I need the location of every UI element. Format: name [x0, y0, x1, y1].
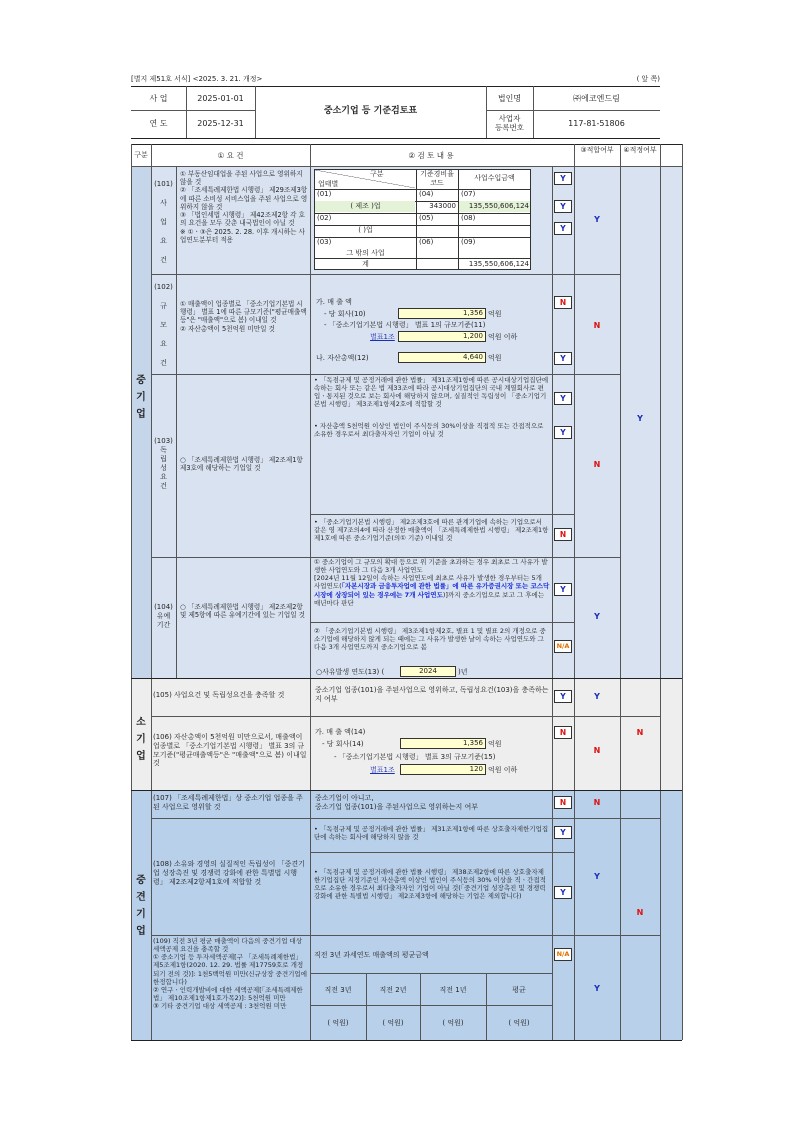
r104-year-label: ○사유발생 연도(13) (: [316, 668, 385, 676]
mark-103-1[interactable]: Y: [554, 392, 572, 405]
r103-text2: • 자산총액 5천억원 이상인 법인이 주식등의 30%이상을 직접적 또는 간접적으로 소유한 경우로서 최다출자자인 기업이 아닐 것: [314, 422, 544, 439]
row101-requirement: ① 부동산임대업을 주된 사업으로 영위하지 않을 것 ② 「조세특례제한법 시행령」 제29조제3항에 따른 소비성 서비스업을 주된 사업으로 영위하지 않을 것 ③ 「법인세법 시행령」 제42조제2항 각 호의 요건을 모두 갖춘 내국법인이 아닐 것 ※ ①ㆍ③은 2025. 2. 28. 이후 개시하는 사업연도분부터 적용: [180, 170, 308, 244]
group-small: 소 기 업: [136, 717, 146, 762]
row107-requirement: (107) 「조세특례제한법」상 중소기업 업종을 주된 사업으로 영위할 것: [153, 794, 303, 811]
r109-col-3: 직전 1년: [439, 986, 467, 994]
r109-col-2: 직전 2년: [379, 986, 407, 994]
group-mid: 중 견 기 업: [136, 875, 146, 937]
r102-unit: 억원: [488, 310, 502, 318]
r108-text2: • 「독점규제 및 공정거래에 관한 법률 시행령」 제38조제2항에 따른 상호출자제한기업집단 지정기준인 자산총액 이상인 법인이 주식등의 30% 이상을 직ㆍ간접적으로 소유한 경우로서 최다출자자인 기업이 아닐 것(「중견기업 성장촉진 및 경쟁력 강화에 관한 특별법 시행령」 제2조제3항에 해당하는 기업은 제외합니다): [314, 868, 546, 901]
r107-text: 중소기업이 아니고, 중소기업 업종(101)을 주된사업으로 영위하는지 여부: [315, 794, 478, 811]
r106-sales-label: 가. 매 출 액(14): [315, 728, 366, 736]
r3-name: 그 밖의 사업: [346, 249, 385, 257]
mark-109[interactable]: N/A: [554, 948, 572, 961]
r102-std-link[interactable]: 별표1조: [370, 333, 395, 341]
r109-cell-4: ( 억원): [508, 1019, 530, 1027]
proper-small: N: [636, 728, 644, 737]
mark-104-2[interactable]: N/A: [554, 640, 572, 653]
r109-col-1: 직전 3년: [324, 986, 352, 994]
total-amount: 135,550,606,124: [468, 260, 529, 268]
r102-std-label: - 「중소기업기본법 시행령」 별표 1의 규모기준(11): [324, 321, 486, 329]
r102-asset-unit: 억원: [488, 354, 502, 362]
proper-mid: N: [636, 908, 644, 917]
r106-std-value: 120: [469, 765, 483, 773]
r104-year-value: 2024: [419, 667, 437, 675]
r106-std-unit: 억원 이하: [488, 766, 518, 774]
row101-code: (101) 사 업 요 건: [154, 180, 173, 264]
r109-text: 직전 3년 과세연도 매출액의 평균금액: [314, 951, 429, 959]
mark-104-1[interactable]: Y: [554, 583, 572, 596]
r106-std-link[interactable]: 별표1조: [370, 766, 395, 774]
col-requirement: ① 요 건: [217, 151, 244, 160]
head-income: 사업수입금액: [474, 174, 515, 182]
r2-b: (05): [419, 214, 434, 222]
page-side: ( 앞 쪽): [636, 75, 660, 83]
r106-own-value: 1,356: [462, 739, 483, 747]
r106-own-label: - 당 회사(14): [322, 740, 364, 748]
mark-101-3[interactable]: Y: [554, 222, 572, 235]
r3-b: (06): [419, 238, 434, 246]
mark-106[interactable]: N: [554, 726, 572, 739]
r3-a: (03): [317, 238, 332, 246]
row102-requirement: ① 매출액이 업종별로 「중소기업기본법 시행령」 별표 1에 따른 규모기준("평균매출액등"은 "매출액"으로 봄) 이내일 것 ② 자산총액이 5천억원 미만일 것: [180, 300, 307, 333]
r1-a: (01): [317, 190, 332, 198]
fit-103: N: [593, 460, 601, 469]
r102-own-label: - 당 회사(10): [324, 310, 366, 318]
col-proper: ④적정여부: [623, 146, 657, 154]
r109-cell-1: ( 억원): [327, 1019, 349, 1027]
fit-102: N: [593, 321, 601, 330]
group-sme: 중 기 업: [136, 375, 146, 420]
r102-std-unit: 억원 이하: [488, 333, 518, 341]
mark-102-sales[interactable]: N: [554, 296, 572, 309]
mark-105[interactable]: Y: [554, 690, 572, 703]
col-category: 구분: [134, 151, 148, 159]
r2-a: (02): [317, 214, 332, 222]
fit-101: Y: [594, 215, 600, 224]
r2-name: ( )업: [358, 226, 373, 234]
row104-requirement: ○ 「조세특례제한법 시행령」 제2조제2항 및 제5항에 따른 유예기간에 있는 기업일 것: [180, 603, 306, 620]
end-date: 2025-12-31: [197, 119, 244, 128]
fit-104: Y: [594, 612, 600, 621]
row106-requirement: (106) 자산총액이 5천억원 미만으로서, 매출액이 업종별로 「중소기업기본법 시행령」 별표 3의 규모기준("평균매출액등"은 "매출액"으로 봄) 이내일 것: [153, 733, 307, 768]
fit-109: Y: [594, 984, 600, 993]
r102-own-value: 1,356: [462, 309, 483, 317]
row104-code: (104) 유예 기간: [154, 603, 173, 629]
proper-sme: Y: [637, 414, 643, 423]
r1-code: 343000: [429, 202, 456, 210]
r1-amount: 135,550,606,124: [468, 202, 529, 210]
head-gubun: 구분: [370, 170, 384, 178]
r106-std-label: - 「중소기업기본법 시행령」 별표 3의 규모기준(15): [334, 753, 496, 761]
bizno-label: 사업자 등록번호: [495, 114, 524, 133]
mark-108-1[interactable]: Y: [554, 826, 572, 839]
mark-103-2[interactable]: Y: [554, 426, 572, 439]
r109-cell-2: ( 억원): [382, 1019, 404, 1027]
r102-asset-label: 나. 자산총액(12): [316, 354, 369, 362]
page-title: 중소기업 등 기준검토표: [323, 106, 418, 116]
r3-c: (09): [461, 238, 476, 246]
period-label-2: 연 도: [149, 119, 168, 128]
corp-name: ㈜에코엔드림: [573, 94, 620, 103]
r109-col-4: 평균: [512, 986, 526, 994]
total-label: 계: [362, 260, 369, 268]
form-id: [별지 제51호 서식] <2025. 3. 21. 개정>: [131, 75, 263, 83]
fit-107: N: [593, 798, 601, 807]
row102-code: (102) 규 모 요 건: [154, 283, 173, 367]
mark-102-asset[interactable]: Y: [554, 352, 572, 365]
mark-101-2[interactable]: Y: [554, 200, 572, 213]
row103-code: (103) 독 립 성 요 건: [154, 437, 173, 491]
r103-text1: • 「독점규제 및 공정거래에 관한 법률」 제31조제1항에 따른 공시대상기업집단에 속하는 회사 또는 같은 법 제33조에 따라 공시대상기업집단의 국내 계열회사로 편입ㆍ통지된 것으로 보는 회사에 해당하지 않으며, 실질적인 독립성이 「중소기업기본법 시행령」 제3조제1항제2호에 적합할 것: [314, 376, 549, 409]
r103-text3: • 「중소기업기본법 시행령」 제2조제3호에 따른 관계기업에 속하는 기업으로서 같은 영 제7조의4에 따라 산정한 매출액이 「조세특례제한법 시행령」 제2조제1항제1호에 따른 중소기업기준(의① 기준) 이내일 것: [314, 518, 549, 543]
row103-requirement: ○ 「조세특례제한법 시행령」 제2조제1항제3호에 해당하는 기업일 것: [180, 456, 303, 473]
col-fit: ③적합여부: [580, 146, 614, 154]
corp-label: 법인명: [497, 94, 522, 103]
r1-name: ( 제조 )업: [350, 202, 381, 210]
head-code: 기준경비율 코드: [420, 170, 454, 187]
r109-cell-3: ( 억원): [442, 1019, 464, 1027]
mark-101-1[interactable]: Y: [554, 172, 572, 185]
r104-text2: ② 「중소기업기본법 시행령」 제3조제1항제2호, 별표 1 및 별표 2의 개정으로 중소기업에 해당하지 않게 되는 때에는 그 사유가 발생한 날이 속하는 사업연도와 그 다음 3개 사업연도까지 중소기업으로 봄: [314, 627, 546, 652]
r1-c: (07): [461, 190, 476, 198]
mark-107[interactable]: N: [554, 796, 572, 809]
r1-b: (04): [419, 190, 434, 198]
row105-requirement: (105) 사업요건 및 독립성요건을 충족할 것: [153, 691, 285, 699]
fit-106: N: [593, 746, 601, 755]
row108-requirement: (108) 소유와 경영의 실질적인 독립성이 「중견기업 성장촉진 및 경쟁력 강화에 관한 특별법 시행령」 제2조제2항제1호에 적합할 것: [153, 860, 305, 886]
r104-text1: ① 중소기업이 그 규모의 확대 등으로 위 기준을 초과하는 경우 최초로 그 사유가 발생한 사업연도와 그 다음 3개 사업연도 [2024년 11월 12일이 속하는 사업연도에 최초로 사유가 발생한 경우부터는 5개 사업연도(「자본시장과 금융투자업에 관한 법률」에 따른 유가증권시장 또는 코스닥시장에 상장되어 있는 경우에는 7개 사업연도)]까지 중소기업으로 보고 그 후에는 매년마다 판단: [314, 558, 550, 607]
r106-unit: 억원: [488, 740, 502, 748]
r102-std-value: 1,200: [462, 332, 483, 340]
row109-requirement: (109) 직전 3년 평균 매출액이 다음의 중견기업 대상 세액공제 요건을 충족할 것 ① 중소기업 등 투자세액공제[구 「조세특례제한법」 제5조제1항(2020. 12. 29. 법률 제17759호로 개정되기 전의 것)]: 1천5백억원 미만(신규상장 중견기업에 한정합니다) ② 연구ㆍ인력개발비에 대한 세액공제[「조세특례제한법」 제10조제1항제1호가목2)]: 5천억원 미만 ③ 기타 중견기업 대상 세액공제 : 3천억원 미만: [153, 937, 307, 1010]
fit-105: Y: [594, 692, 600, 701]
mark-108-2[interactable]: Y: [554, 886, 572, 899]
r2-c: (08): [461, 214, 476, 222]
r102-asset-value: 4,640: [462, 353, 483, 361]
r102-sales-label: 가. 매 출 액: [316, 298, 352, 306]
bizno: 117-81-51806: [568, 119, 625, 128]
period-label-1: 사 업: [149, 94, 168, 103]
r105-text: 중소기업 업종(101)을 주된사업으로 영위하고, 독립성요건(103)을 충족하는지 여부: [315, 686, 549, 703]
head-industry: 업태별: [318, 180, 339, 188]
r108-text1: • 「독점규제 및 공정거래에 관한 법률」 제31조제1항에 따른 상호출자제한기업집단에 속하는 회사에 해당하지 않을 것: [314, 825, 549, 842]
r104-year-suffix: )년: [458, 668, 468, 676]
start-date: 2025-01-01: [197, 94, 244, 103]
fit-108: Y: [594, 872, 600, 881]
mark-103-3[interactable]: N: [554, 528, 572, 541]
col-review: ② 검 토 내 용: [408, 151, 454, 160]
